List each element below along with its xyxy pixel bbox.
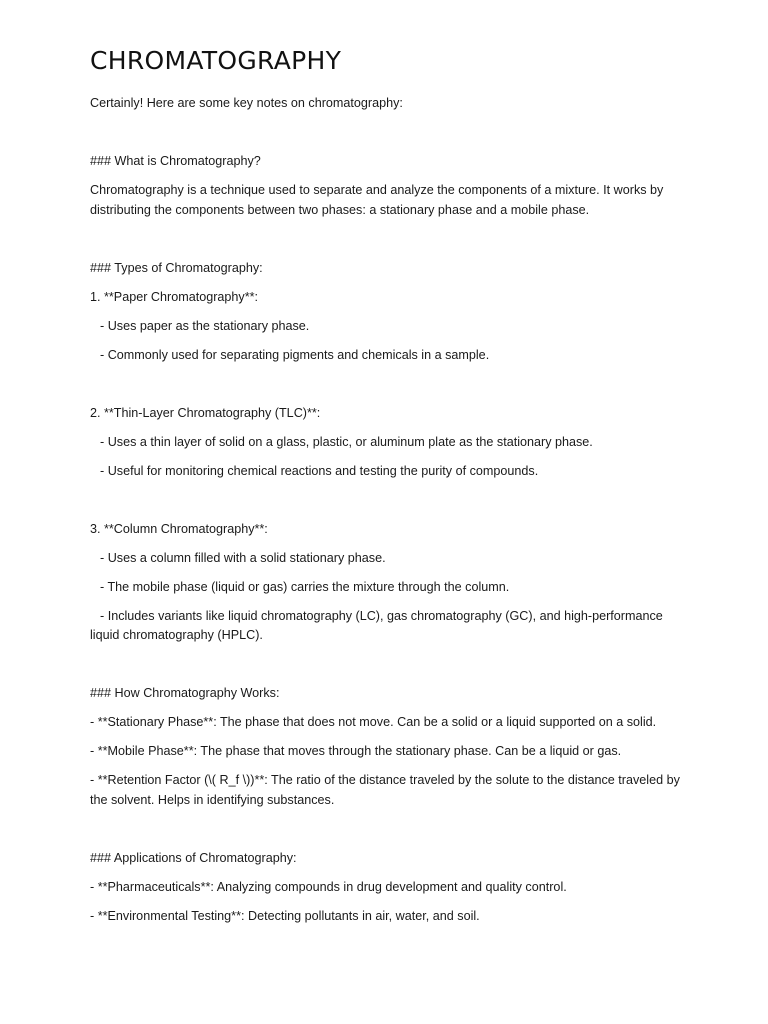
document-title: CHROMATOGRAPHY: [90, 46, 342, 75]
spacer: [90, 491, 680, 520]
type-item-point: - The mobile phase (liquid or gas) carries the mixture through the column.: [100, 579, 510, 594]
spacer: [90, 375, 680, 404]
intro-text: Certainly! Here are some key notes on chromatography:: [90, 96, 403, 110]
application-point: - **Environmental Testing**: Detecting pollutants in air, water, and soil.: [90, 908, 480, 923]
type-item-point: - Uses paper as the stationary phase.: [100, 318, 310, 333]
section-heading-what: ### What is Chromatography?: [90, 154, 261, 168]
type-item-point: - Useful for monitoring chemical reactions and testing the purity of compounds.: [100, 463, 539, 478]
section-heading-types: ### Types of Chromatography:: [90, 260, 263, 275]
how-point: - **Stationary Phase**: The phase that does not move. Can be a solid or a liquid supported on a solid.: [90, 715, 657, 729]
application-point: - **Pharmaceuticals**: Analyzing compounds in drug development and quality control.: [90, 879, 567, 894]
spacer: [90, 655, 680, 684]
section-body-what: Chromatography is a technique used to separate and analyze the components of a mixture. It works by distributing the components between two phases: a stationary phase and a mobile phase.: [90, 183, 664, 217]
section-heading-applications: ### Applications of Chromatography:: [90, 850, 297, 865]
how-point: - **Retention Factor (\( R_f \))**: The ratio of the distance traveled by the solute to the distance traveled by the solvent. Helps in identifying substances.: [90, 773, 680, 807]
type-item-point: - Includes variants like liquid chromatography (LC), gas chromatography (GC), and high-performance liquid chromatography (HPLC).: [90, 608, 663, 642]
section-heading-how: ### How Chromatography Works:: [90, 686, 280, 700]
type-item-label: 2. **Thin-Layer Chromatography (TLC)**:: [90, 405, 321, 420]
type-item-label: 3. **Column Chromatography**:: [90, 521, 268, 536]
type-item-label: 1. **Paper Chromatography**:: [90, 289, 259, 304]
type-item-point: - Uses a thin layer of solid on a glass, plastic, or aluminum plate as the stationary phase.: [100, 434, 593, 449]
type-item-point: - Uses a column filled with a solid stationary phase.: [100, 550, 386, 565]
how-point: - **Mobile Phase**: The phase that moves through the stationary phase. Can be a liquid or gas.: [90, 744, 622, 758]
spacer: [90, 230, 680, 259]
type-item-point: - Commonly used for separating pigments and chemicals in a sample.: [100, 347, 490, 362]
document-body: [90, 44, 680, 936]
spacer: [90, 820, 680, 849]
spacer: [90, 123, 680, 152]
